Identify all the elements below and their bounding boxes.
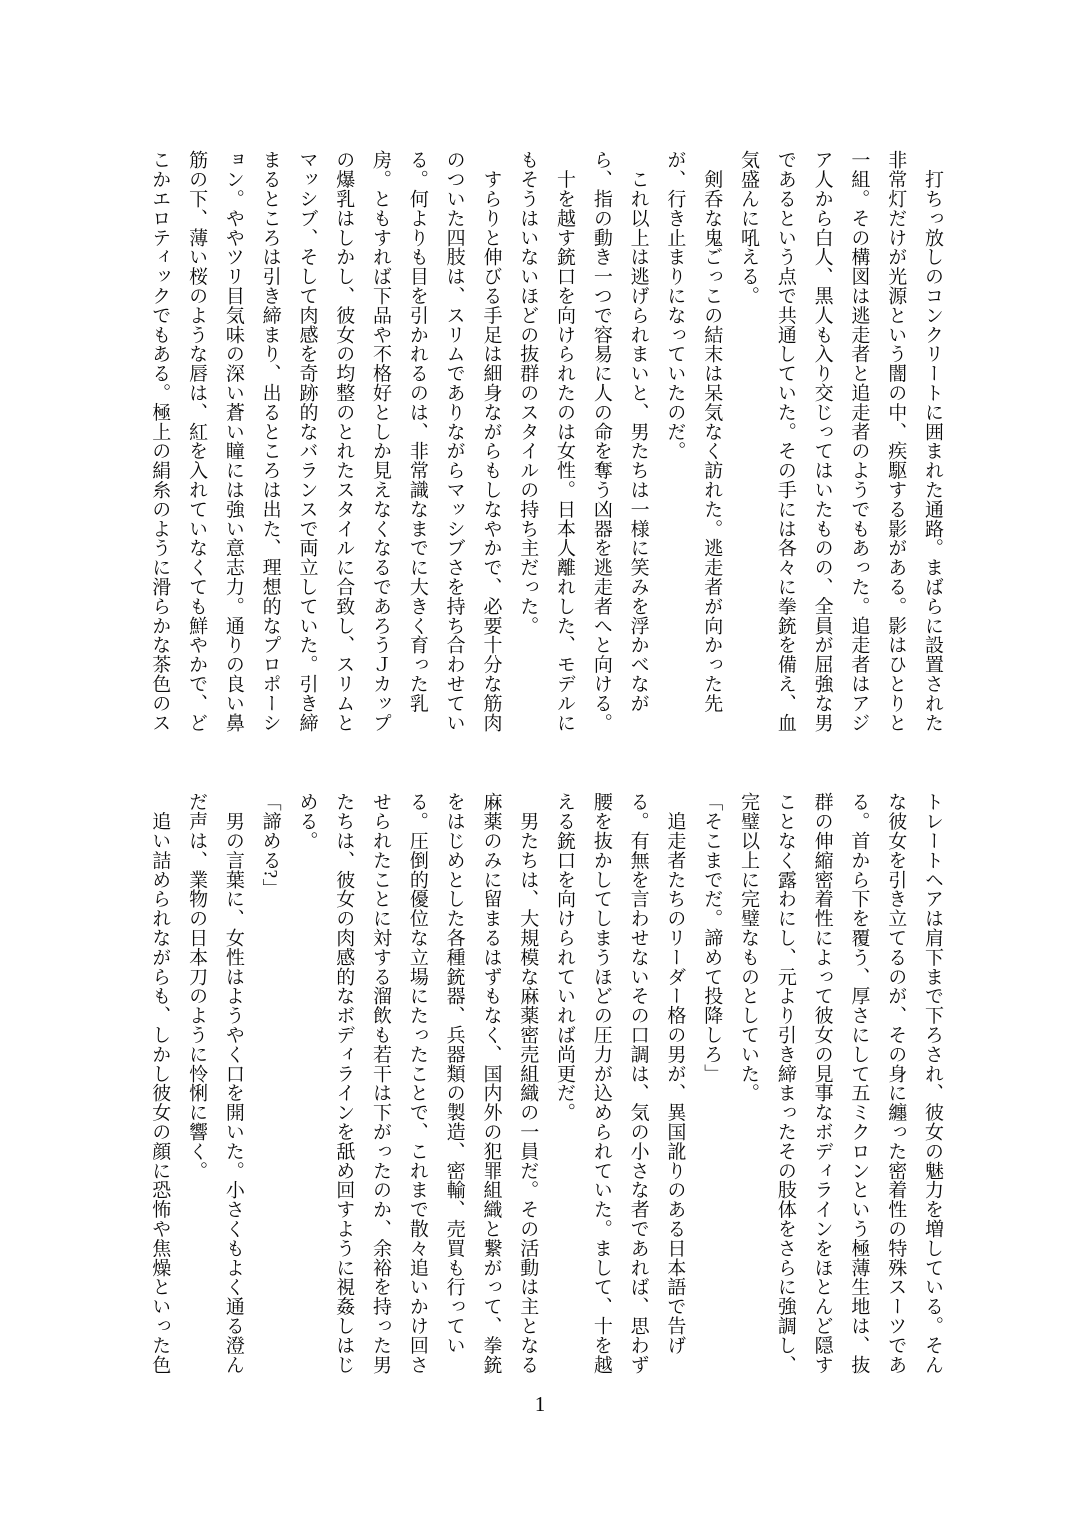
text-column: る。圧倒的優位な立場にたったことで、これまで散々追いかけ回さ [406, 792, 428, 1374]
text-column: もそうはいないほどの抜群のスタイルの持ち主だった。 [517, 150, 539, 635]
text-column: める。 [296, 792, 318, 851]
text-column: まるところは引き締まり、出るところは出た、理想的なプロポーシ [259, 150, 281, 732]
text-column: 剣呑な鬼ごっこの結末は呆気なく訪れた。逃走者が向かった先 [701, 150, 723, 713]
text-column: な彼女を引き立てるのが、その身に纏った密着性の特殊スーツであ [885, 792, 907, 1374]
text-column: 打ちっ放しのコンクリートに囲まれた通路。まばらに設置された [922, 150, 943, 732]
text-column: 男の言葉に、女性はようやく口を開いた。小さくもよく通る澄ん [222, 792, 244, 1374]
text-column: ら、指の動き一つで容易に人の命を奪う凶器を逃走者へと向ける。 [590, 150, 612, 732]
lower-text-block [140, 792, 950, 1384]
text-column: 房。ともすれば下品や不格好としか見えなくなるであろうＪカップ [370, 150, 392, 732]
text-column: であるという点で共通していた。その手には各々に拳銃を備え、血 [774, 150, 796, 732]
text-column: ことなく露わにし、元より引き締まったその肢体をさらに強調し、 [774, 792, 796, 1374]
text-column: せられたことに対する溜飲も若干は下がったのか、余裕を持った男 [370, 792, 392, 1374]
text-column: が、行き止まりになっていたのだ。 [664, 150, 686, 461]
text-column: 群の伸縮密着性によって彼女の見事なボディラインをほとんど隠す [811, 792, 833, 1374]
text-column: ア人から白人、黒人も入り交じってはいたものの、全員が屈強な男 [811, 150, 833, 732]
text-column: 筋の下、薄い桜のような唇は、紅を入れていなくても鮮やかで、ど [186, 150, 208, 732]
upper-text-block [140, 150, 950, 742]
page-number: 1 [534, 1392, 546, 1416]
text-column: 気盛んに吼える。 [738, 150, 760, 306]
text-column: をはじめとした各種銃器、兵器類の製造、密輸、売買も行ってい [443, 792, 465, 1355]
text-column: える銃口を向けられていれば尚更だ。 [554, 792, 576, 1122]
text-column: 麻薬のみに留まるはずもなく、国内外の犯罪組織と繋がって、拳銃 [480, 792, 502, 1374]
text-column: る。何よりも目を引かれるのは、非常識なまでに大きく育った乳 [406, 150, 428, 713]
text-column: こかエロティックでもある。極上の絹糸のように滑らかな茶色のス [149, 150, 171, 732]
text-column: トレートヘアは肩下まで下ろされ、彼女の魅力を増している。そん [922, 792, 943, 1374]
text-column: 非常灯だけが光源という闇の中、疾駆する影がある。影はひとりと [885, 150, 907, 732]
text-column: マッシブ、そして肉感を奇跡的なバランスで両立していた。引き締 [296, 150, 318, 732]
text-column: 追い詰められながらも、しかし彼女の顔に恐怖や焦燥といった色 [149, 792, 171, 1374]
text-column: 男たちは、大規模な麻薬密売組織の一員だ。その活動は主となる [517, 792, 539, 1374]
text-column: 完璧以上に完璧なものとしていた。 [738, 792, 760, 1103]
text-column: る。有無を言わせないその口調は、気の小さな者であれば、思わず [627, 792, 649, 1374]
text-column: の爆乳はしかし、彼女の均整のとれたスタイルに合致し、スリムと [333, 150, 355, 732]
text-column: 腰を抜かしてしまうほどの圧力が込められていた。まして、十を越 [590, 792, 612, 1374]
text-column: ョン。ややツリ目気味の深い蒼い瞳には強い意志力。通りの良い鼻 [222, 150, 244, 732]
text-column: 一組。その構図は逃走者と追走者のようでもあった。追走者はアジ [848, 150, 870, 732]
text-column: 追走者たちのリーダー格の男が、異国訛りのある日本語で告げ [664, 792, 686, 1355]
text-column: だ声は、業物の日本刀のように怜悧に響く。 [186, 792, 208, 1180]
text-column: のついた四肢は、スリムでありながらマッシブさを持ち合わせてい [443, 150, 465, 732]
text-column: たちは、彼女の肉感的なボディラインを舐め回すように視姦しはじ [333, 792, 355, 1374]
text-column: る。首から下を覆う、厚さにして五ミクロンという極薄生地は、抜 [848, 792, 870, 1374]
text-column: 十を越す銃口を向けられたのは女性。日本人離れした、モデルに [554, 150, 576, 732]
text-column: 「そこまでだ。諦めて投降しろ」 [701, 792, 723, 1083]
text-column: すらりと伸びる手足は細身ながらもしなやかで、必要十分な筋肉 [480, 150, 502, 732]
text-column: 「諦める?」 [259, 792, 281, 898]
text-column: これ以上は逃げられまいと、男たちは一様に笑みを浮かべなが [627, 150, 649, 713]
